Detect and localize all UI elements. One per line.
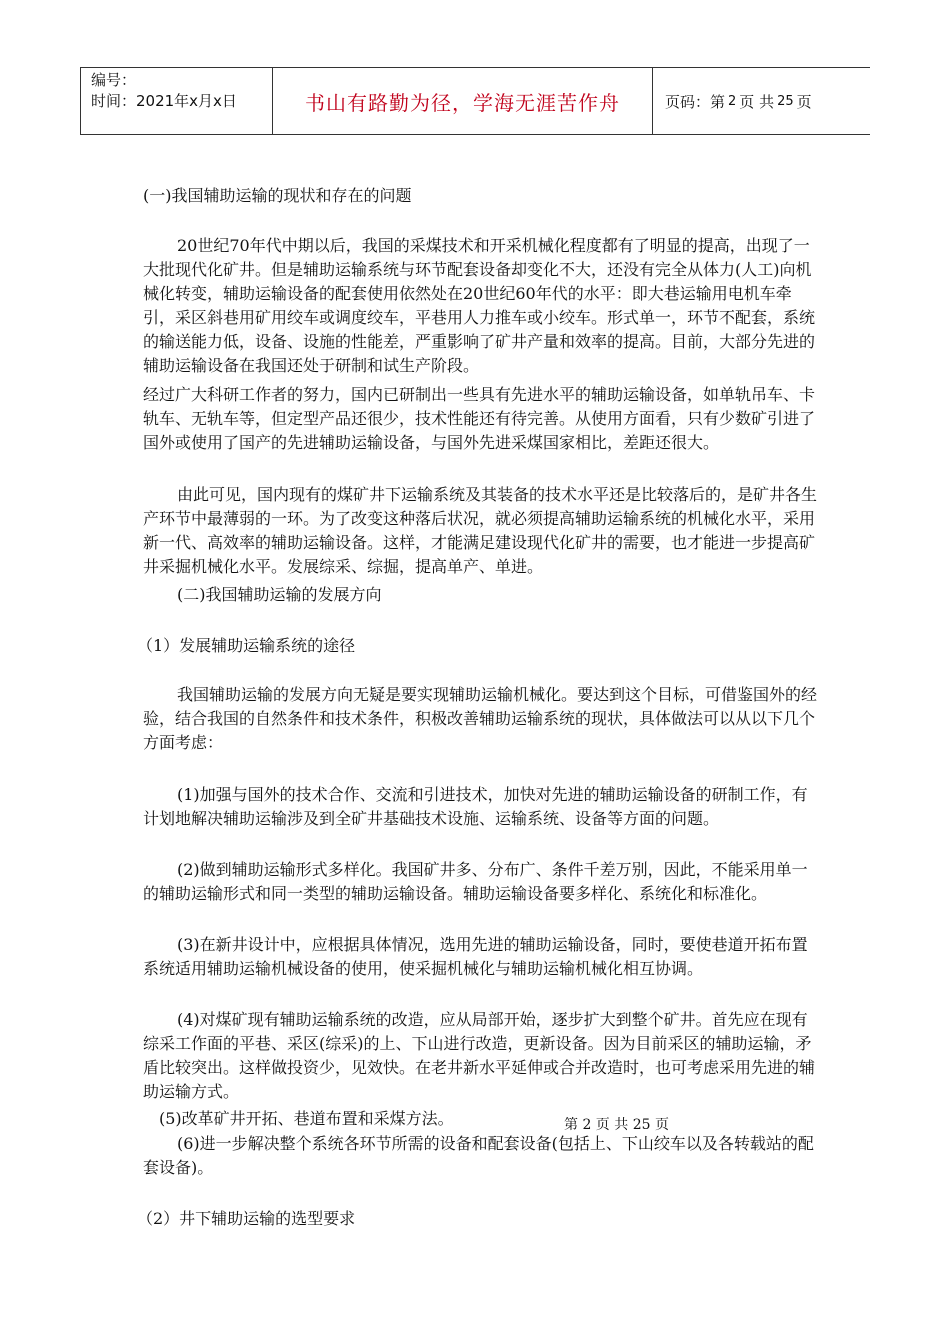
subsection-heading-1: （1）发展辅助运输系统的途径 [137, 636, 356, 655]
page-footer-number: 第 2 页 共 25 页 [564, 1117, 669, 1133]
section-heading-1: (一)我国辅助运输的现状和存在的问题 [143, 186, 412, 205]
list-item-5: (5)改革矿井开拓、巷道布置和采煤方法。 [159, 1109, 454, 1128]
subsection-heading-2: （2）井下辅助运输的选型要求 [137, 1209, 356, 1228]
list-item-1: (1)加强与国外的技术合作、交流和引进技术，加快对先进的辅助运输设备的研制工作，有计划地解决辅助运输涉及到全矿井基础技术设施、运输系统、设备等方面的问题。 [143, 785, 808, 828]
page-total: 25 [777, 93, 794, 109]
list-item-3: (3)在新井设计中，应根据具体情况，选用先进的辅助运输设备，同时，要使巷道开拓布置系统适用辅助运输机械设备的使用，使采掘机械化与辅助运输机械化相互协调。 [143, 935, 808, 978]
header-page-number [653, 68, 870, 134]
section-heading-2: (二)我国辅助运输的发展方向 [177, 585, 382, 604]
page-current: 2 [728, 93, 737, 109]
page-prefix: 页码：第 [665, 92, 726, 111]
paragraph-4: 我国辅助运输的发展方向无疑是要实现辅助运输机械化。要达到这个目标，可借鉴国外的经验，结合我国的自然条件和技术条件，积极改善辅助运输系统的现状，具体做法可以从以下几个方面考虑： [143, 685, 818, 752]
page-suffix: 页 [796, 92, 812, 111]
header-meta [81, 68, 273, 134]
header-motto: 书山有路勤为径，学海无涯苦作舟 [305, 90, 620, 115]
list-item-6: (6)进一步解决整个系统各环节所需的设备和配套设备(包括上、下山绞车以及各转载站的配套设备)。 [143, 1134, 814, 1177]
page-header [80, 67, 870, 135]
document-code: 编号： [91, 71, 137, 89]
page-mid: 页 共 [739, 92, 775, 111]
document-date: 时间：2021年x月x日 [91, 92, 237, 110]
paragraph-3: 由此可见，国内现有的煤矿井下运输系统及其装备的技术水平还是比较落后的，是矿井各生产环节中最薄弱的一环。为了改变这种落后状况，就必须提高辅助运输系统的机械化水平，采用新一代、高效率的辅助运输设备。这样，才能满足建设现代化矿井的需要，也才能进一步提高矿井采掘机械化水平。发展综采、综掘，提高单产、单进。 [143, 485, 818, 576]
list-item-4: (4)对煤矿现有辅助运输系统的改造，应从局部开始，逐步扩大到整个矿井。首先应在现有综采工作面的平巷、采区(综采)的上、下山进行改造，更新设备。因为目前采区的辅助运输，矛盾比较突出。这样做投资少，见效快。在老井新水平延伸或合并改造时，也可考虑采用先进的辅助运输方式。 [143, 1010, 816, 1101]
header-motto-cell [273, 68, 653, 134]
list-item-2: (2)做到辅助运输形式多样化。我国矿井多、分布广、条件千差万别，因此，不能采用单一的辅助运输形式和同一类型的辅助运输设备。辅助运输设备要多样化、系统化和标准化。 [143, 860, 808, 903]
paragraph-2: 经过广大科研工作者的努力，国内已研制出一些具有先进水平的辅助运输设备，如单轨吊车、卡轨车、无轨车等，但定型产品还很少，技术性能还有待完善。从使用方面看，只有少数矿引进了国外或使用了国产的先进辅助运输设备，与国外先进采煤国家相比，差距还很大。 [143, 385, 816, 452]
paragraph-1: 20世纪70年代中期以后，我国的采煤技术和开采机械化程度都有了明显的提高，出现了一大批现代化矿井。但是辅助运输系统与环节配套设备却变化不大，还没有完全从体力(人工)向机械化转变，辅助运输设备的配套使用依然处在20世纪60年代的水平：即大巷运输用电机车牵引，采区斜巷用矿用绞车或调度绞车，平巷用人力推车或小绞车。形式单一，环节不配套，系统的输送能力低，设备、设施的性能差，严重影响了矿井产量和效率的提高。目前，大部分先进的辅助运输设备在我国还处于研制和试生产阶段。 [143, 236, 816, 375]
